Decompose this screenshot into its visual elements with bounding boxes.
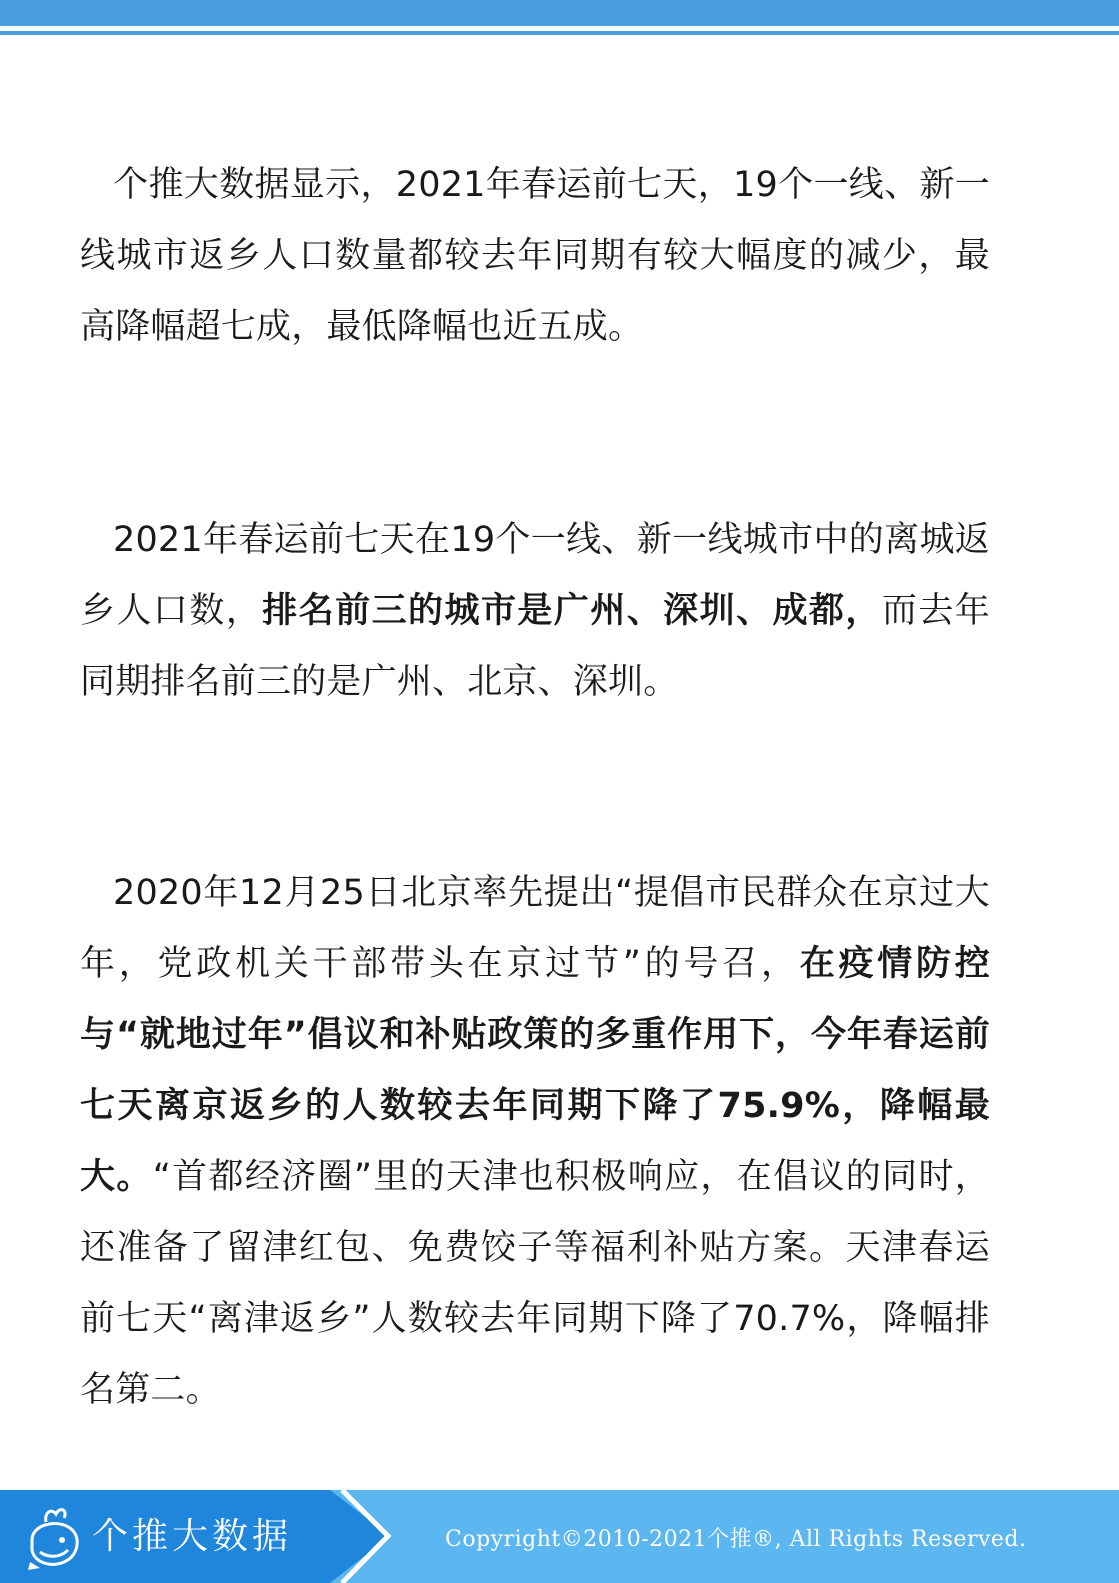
paragraph-2-highlight: 排名前三的城市是广州、深圳、成都， xyxy=(262,591,882,631)
header-bar xyxy=(0,0,1119,26)
footer-brand: 个推大数据 xyxy=(92,1516,293,1557)
footer xyxy=(0,1490,1119,1583)
whale-logo-icon xyxy=(24,1502,86,1572)
paragraph-1-text: 个推大数据显示，2021年春运前七天，19个一线、新一线城市返乡人口数量都较去年同期有较大幅度的减少，最高降幅超七成，最低降幅也近五成。 xyxy=(80,165,990,347)
paragraph-3 xyxy=(80,858,990,1426)
paragraph-2 xyxy=(80,505,990,718)
paragraph-2-text-b: 而去年同期排名前三的是广州、北京、深圳。 xyxy=(80,591,990,702)
footer-copyright: Copyright©2010-2021个推®, All Rights Reserved. xyxy=(445,1527,1027,1552)
paragraph-3-highlight: 在疫情防控与“就地过年”倡议和补贴政策的多重作用下，今年春运前七天离京返乡的人数较去年同期下降了75.9%，降幅最大。 xyxy=(80,944,990,1197)
paragraph-1 xyxy=(80,150,990,363)
paragraph-2-text-a: 2021年春运前七天在19个一线、新一线城市中的离城返乡人口数， xyxy=(80,520,990,631)
header-divider xyxy=(0,31,1119,35)
paragraph-3-text-b: “首都经济圈”里的天津也积极响应，在倡议的同时，还准备了留津红包、免费饺子等福利补贴方案。天津春运前七天“离津返乡”人数较去年同期下降了70.7%，降幅排名第二。 xyxy=(80,1157,990,1410)
chevron-right-icon xyxy=(336,1490,396,1583)
paragraph-3-text-a: 2020年12月25日北京率先提出“提倡市民群众在京过大年，党政机关干部带头在京过节”的号召， xyxy=(80,873,990,984)
